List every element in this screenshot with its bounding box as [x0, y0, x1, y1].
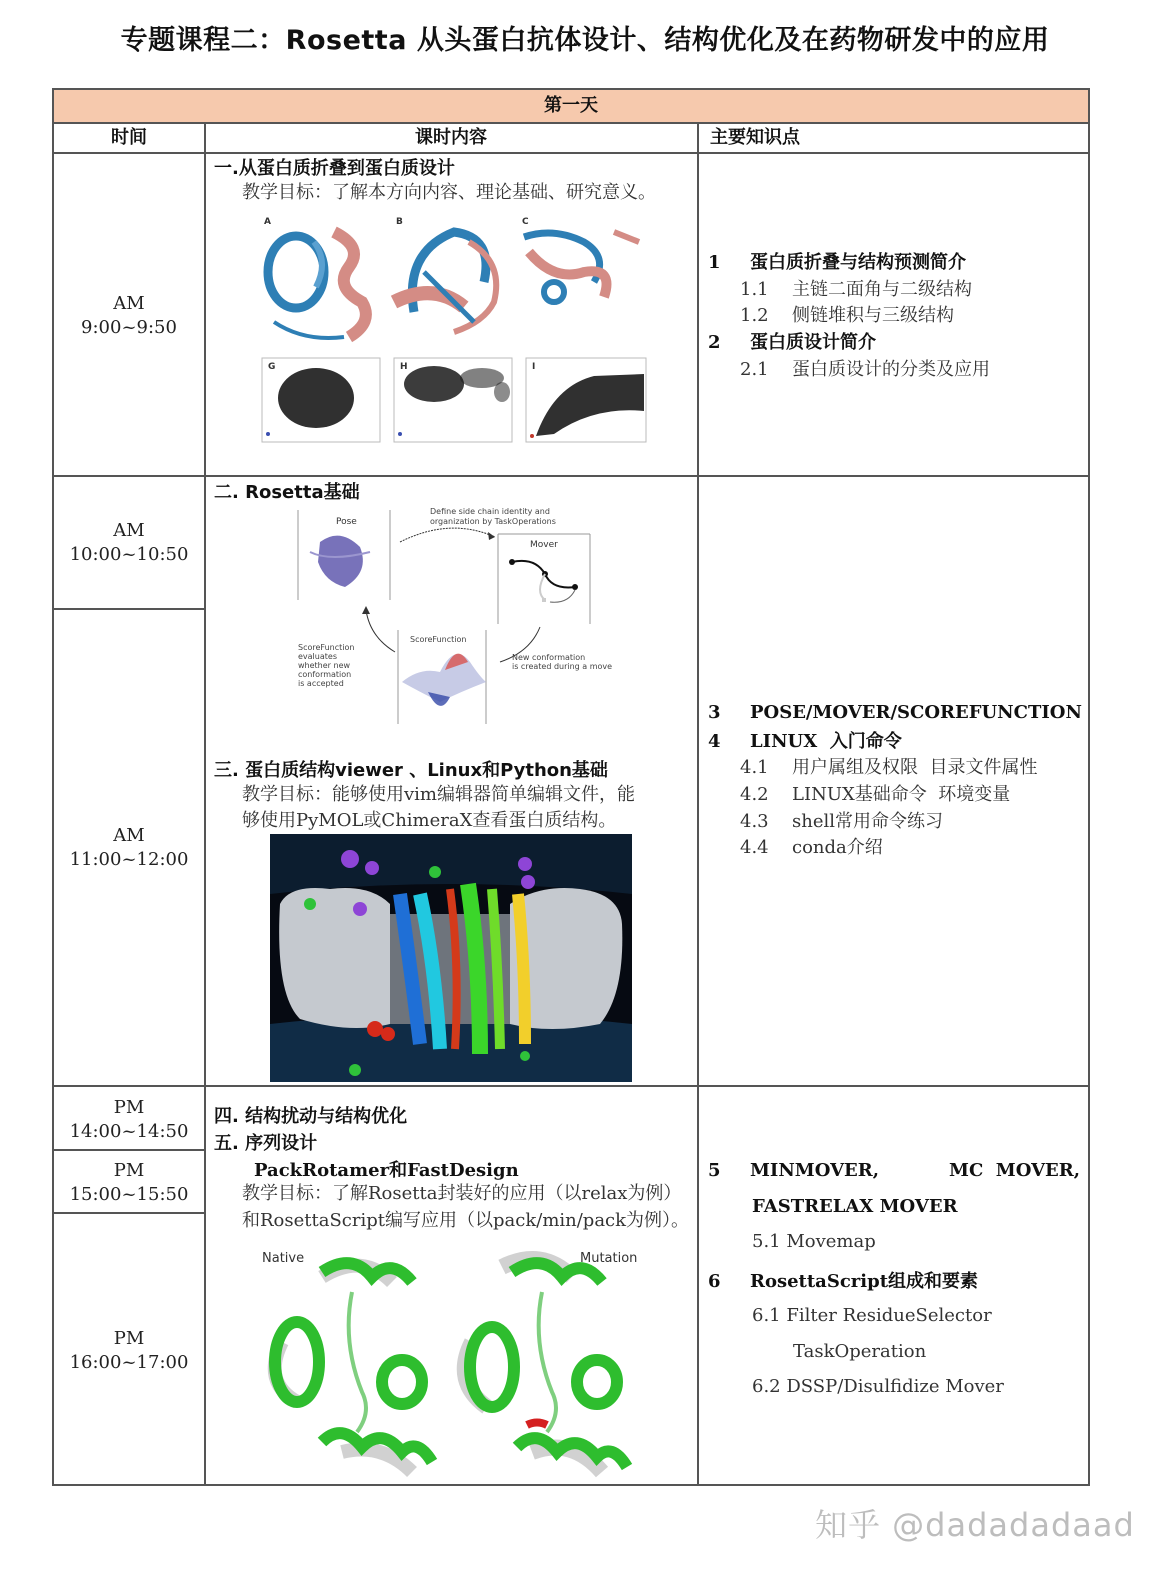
panel-label-b: B: [396, 217, 403, 227]
svg-text:is accepted: is accepted: [298, 679, 344, 688]
knowledge-item-5-1: 5.1 Movemap: [752, 1231, 876, 1252]
section-goal-1: 教学目标：了解本方向内容、理论基础、研究意义。: [242, 182, 656, 203]
document-title: 专题课程二：Rosetta 从头蛋白抗体设计、结构优化及在药物研发中的应用: [120, 25, 1050, 56]
time-divider: [54, 1212, 204, 1214]
svg-text:is created during a move: is created during a move: [512, 662, 613, 671]
section-heading-1: 一.从蛋白质折叠到蛋白质设计: [214, 158, 455, 179]
svg-text:I: I: [532, 362, 536, 372]
native-mutation-figure: [252, 1242, 652, 1482]
knowledge-item-5-cont: FASTRELAX MOVER: [752, 1196, 958, 1217]
knowledge-item-4-1: 4.1 用户属组及权限 目录文件属性: [740, 757, 1038, 778]
knowledge-item-3: 3 POSE/MOVER/SCOREFUNCTION: [708, 702, 1082, 723]
section-heading-5: 五. 序列设计: [214, 1133, 318, 1154]
section-subheading-5: PackRotamer和FastDesign: [254, 1160, 519, 1181]
rosetta-workflow-diagram: [290, 502, 620, 727]
section-goal-3-line2: 够使用PyMOL或ChimeraX查看蛋白质结构。: [242, 810, 617, 831]
time-range: 10:00~10:50: [69, 544, 189, 565]
schedule-table: [52, 88, 1090, 1486]
column-header-knowledge: 主要知识点: [698, 122, 1088, 154]
time-period: PM: [113, 1097, 145, 1118]
time-divider: [54, 1149, 204, 1151]
knowledge-item-4-2: 4.2 LINUX基础命令 环境变量: [740, 784, 1011, 805]
column-divider: [204, 122, 206, 1486]
mutation-label: Mutation: [580, 1251, 638, 1266]
time-slot-1: [54, 292, 204, 340]
section-goal-5-line1: 教学目标：了解Rosetta封装好的应用（以relax为例）: [242, 1183, 682, 1204]
score-scatter-figure: [254, 356, 654, 448]
pose-label: Pose: [336, 517, 357, 527]
mover-label: Mover: [530, 540, 558, 550]
time-period: PM: [113, 1328, 145, 1349]
zhihu-watermark: 知乎 @dadadadaad: [815, 1506, 1135, 1544]
pymol-structure-image: [270, 834, 632, 1082]
section-heading-2: 二. Rosetta基础: [214, 482, 360, 503]
native-label: Native: [262, 1251, 305, 1266]
time-slot-6: [54, 1327, 204, 1375]
svg-text:Define side chain identity and: Define side chain identity and: [430, 507, 550, 516]
time-range: 9:00~9:50: [81, 317, 177, 338]
time-period: AM: [113, 825, 145, 846]
section-goal-5-line2: 和RosettaScript编写应用（以pack/min/pack为例）。: [242, 1210, 690, 1231]
row-divider: [54, 1085, 1088, 1087]
svg-text:G: G: [268, 362, 276, 372]
knowledge-item-6-1: 6.1 Filter ResidueSelector: [752, 1305, 992, 1326]
day-header: 第一天: [54, 90, 1088, 124]
svg-text:conformation: conformation: [298, 670, 352, 679]
time-range: 16:00~17:00: [69, 1352, 189, 1373]
time-range: 14:00~14:50: [69, 1121, 189, 1142]
time-range: 15:00~15:50: [69, 1184, 189, 1205]
knowledge-item-2: 2 蛋白质设计简介: [708, 332, 876, 353]
time-slot-3: [54, 824, 204, 872]
svg-text:evaluates: evaluates: [298, 652, 337, 661]
column-divider: [697, 122, 699, 1486]
protein-overlay-figure: [254, 212, 654, 352]
column-header-content: 课时内容: [204, 122, 698, 154]
scorefunction-label: ScoreFunction: [410, 635, 467, 644]
time-divider: [54, 608, 204, 610]
section-heading-3: 三. 蛋白质结构viewer 、Linux和Python基础: [214, 760, 608, 781]
knowledge-item-6-1-cont: TaskOperation: [793, 1341, 927, 1362]
svg-text:organization by TaskOperations: organization by TaskOperations: [430, 517, 556, 526]
knowledge-item-1: 1 蛋白质折叠与结构预测简介: [708, 252, 966, 273]
panel-label-c: C: [522, 217, 529, 227]
section-heading-4: 四. 结构扰动与结构优化: [214, 1106, 408, 1127]
svg-text:New conformation: New conformation: [512, 653, 586, 662]
time-slot-4: [54, 1096, 204, 1144]
svg-text:H: H: [400, 362, 408, 372]
knowledge-item-2-1: 2.1 蛋白质设计的分类及应用: [740, 359, 990, 380]
time-period: PM: [113, 1160, 145, 1181]
time-slot-5: [54, 1159, 204, 1207]
time-range: 11:00~12:00: [69, 849, 189, 870]
time-period: AM: [113, 520, 145, 541]
knowledge-item-4-3: 4.3 shell常用命令练习: [740, 811, 943, 832]
knowledge-item-1-2: 1.2 侧链堆积与三级结构: [740, 305, 954, 326]
panel-label-a: A: [264, 217, 271, 227]
row-divider: [54, 475, 1088, 477]
knowledge-item-1-1: 1.1 主链二面角与二级结构: [740, 279, 972, 300]
knowledge-item-5: 5 MINMOVER, MC MOVER,: [708, 1160, 1080, 1181]
time-period: AM: [113, 293, 145, 314]
svg-text:whether new: whether new: [298, 661, 351, 670]
time-slot-2: [54, 519, 204, 567]
knowledge-item-4: 4 LINUX 入门命令: [708, 731, 902, 752]
section-goal-3-line1: 教学目标：能够使用vim编辑器简单编辑文件，能: [242, 784, 635, 805]
column-header-time: 时间: [54, 122, 204, 154]
knowledge-item-4-4: 4.4 conda介绍: [740, 837, 883, 858]
knowledge-item-6-2: 6.2 DSSP/Disulfidize Mover: [752, 1376, 1004, 1397]
knowledge-item-6: 6 RosettaScript组成和要素: [708, 1271, 979, 1292]
svg-text:ScoreFunction: ScoreFunction: [298, 643, 355, 652]
